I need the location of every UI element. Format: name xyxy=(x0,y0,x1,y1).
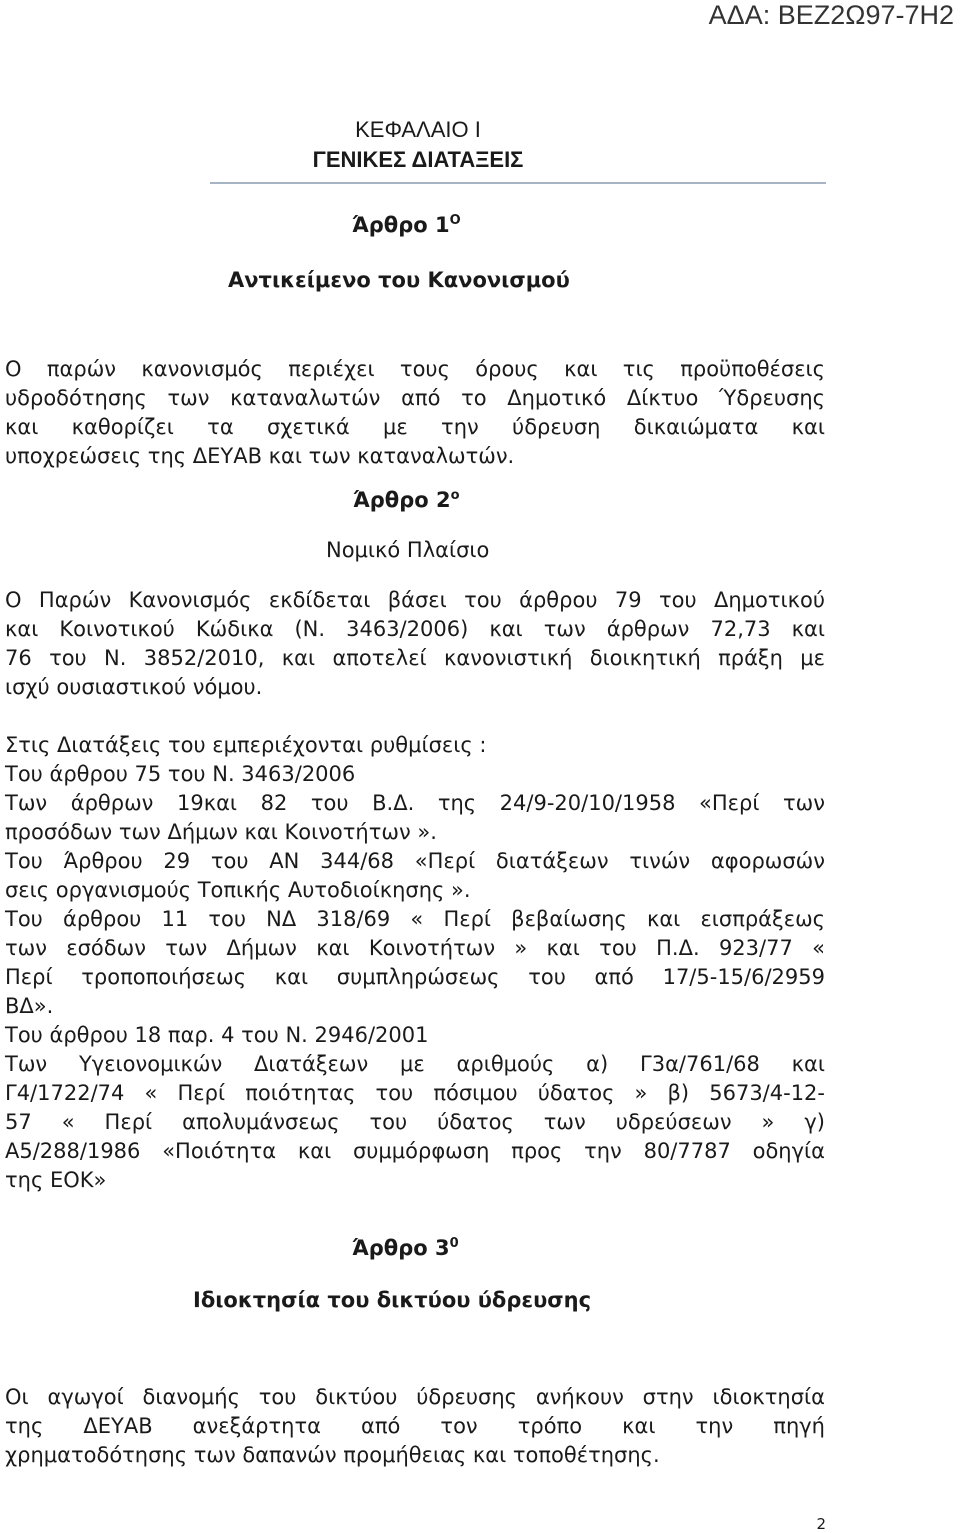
provision-line: ΒΔ». xyxy=(5,994,54,1018)
article-1-line: Ο παρών κανονισμός περιέχει τους όρους και τις προϋποθέσεις xyxy=(5,357,825,381)
article-2-provisions xyxy=(5,731,825,1195)
provision-line: των εσόδων των Δήμων και Κοινοτήτων » και του Π.Δ. 923/77 « xyxy=(5,936,825,960)
ada-code: ΑΔΑ: ΒΕΖ2Ω97-7Η2 xyxy=(708,0,954,30)
provision-line: Περί τροποποιήσεως και συμπληρώσεως του από 17/5-15/6/2959 xyxy=(5,965,825,989)
article-3-heading-text: Άρθρο 3 xyxy=(352,1236,450,1260)
article-3-line: Οι αγωγοί διανομής του δικτύου ύδρευσης ανήκουν στην ιδιοκτησία xyxy=(5,1385,825,1409)
article-2-heading xyxy=(353,488,460,512)
article-3-body xyxy=(5,1383,825,1470)
provision-line: Των Υγειονομικών Διατάξεων με αριθμούς α) Γ3α/761/68 και xyxy=(5,1052,825,1076)
article-1-line: υποχρεώσεις της ΔΕΥΑΒ και των καταναλωτών. xyxy=(5,444,515,468)
article-1-line: υδροδότησης των καταναλωτών από το Δημοτικό Δίκτυο Ύδρευσης xyxy=(5,386,825,410)
article-2-line: Ο Παρών Κανονισμός εκδίδεται βάσει του άρθρου 79 του Δημοτικού xyxy=(5,588,825,612)
article-2-line: 76 του Ν. 3852/2010, και αποτελεί κανονιστική διοικητική πράξη με xyxy=(5,646,825,670)
article-1-heading xyxy=(352,213,461,237)
article-3-heading xyxy=(352,1236,459,1260)
article-1-line: και καθορίζει τα σχετικά με την ύδρευση δικαιώματα και xyxy=(5,415,825,439)
article-2-title: Νομικό Πλαίσιο xyxy=(326,538,490,562)
article-2-line: και Κοινοτικού Κώδικα (Ν. 3463/2006) και των άρθρων 72,73 και xyxy=(5,617,825,641)
provision-line: Του άρθρου 75 του Ν. 3463/2006 xyxy=(5,762,356,786)
article-3-line: της ΔΕΥΑΒ ανεξάρτητα από τον τρόπο και την πηγή xyxy=(5,1414,825,1438)
article-3-heading-sup: 0 xyxy=(449,1236,459,1251)
article-2-heading-sup: ο xyxy=(450,488,460,503)
provision-line: Των άρθρων 19και 82 του Β.Δ. της 24/9-20/10/1958 «Περί των xyxy=(5,791,825,815)
page-number: 2 xyxy=(816,1515,826,1533)
provision-line: Του Άρθρου 29 του ΑΝ 344/68 «Περί διατάξεων τινών αφορωσών xyxy=(5,849,825,873)
provision-line: Στις Διατάξεις του εμπεριέχονται ρυθμίσεις : xyxy=(5,733,487,757)
provision-line: προσόδων των Δήμων και Κοινοτήτων ». xyxy=(5,820,437,844)
article-2-heading-text: Άρθρο 2 xyxy=(353,488,451,512)
article-1-heading-text: Άρθρο 1 xyxy=(352,213,450,237)
provision-line: Του άρθρου 11 του ΝΔ 318/69 « Περί βεβαίωσης και εισπράξεως xyxy=(5,907,825,931)
article-2-body xyxy=(5,586,825,702)
provision-line: Γ4/1722/74 « Περί ποιότητας του πόσιμου ύδατος » β) 5673/4-12- xyxy=(5,1081,825,1105)
article-1-body xyxy=(5,355,825,471)
provision-line: Α5/288/1986 «Ποιότητα και συμμόρφωση προς την 80/7787 οδηγία xyxy=(5,1139,825,1163)
article-3-line: χρηματοδότησης των δαπανών προμήθειας και τοποθέτησης. xyxy=(5,1443,660,1467)
article-3-title: Ιδιοκτησία του δικτύου ύδρευσης xyxy=(193,1288,592,1312)
provision-line: σεις οργανισμούς Τοπικής Αυτοδιοίκησης ». xyxy=(5,878,471,902)
article-2-line: ισχύ ουσιαστικού νόμου. xyxy=(5,675,263,699)
chapter-label: ΚΕΦΑΛΑΙΟ Ι xyxy=(355,117,481,142)
article-1-heading-sup: Ο xyxy=(449,213,461,228)
provision-line: της ΕΟΚ» xyxy=(5,1168,107,1192)
chapter-title: ΓΕΝΙΚΕΣ ΔΙΑΤΑΞΕΙΣ xyxy=(312,147,524,172)
provision-line: 57 « Περί απολυμάνσεως του ύδατος των υδρεύσεων » γ) xyxy=(5,1110,825,1134)
chapter-header xyxy=(210,112,826,184)
provision-line: Του άρθρου 18 παρ. 4 του Ν. 2946/2001 xyxy=(5,1023,429,1047)
article-1-title: Αντικείμενο του Κανονισμού xyxy=(228,268,570,292)
